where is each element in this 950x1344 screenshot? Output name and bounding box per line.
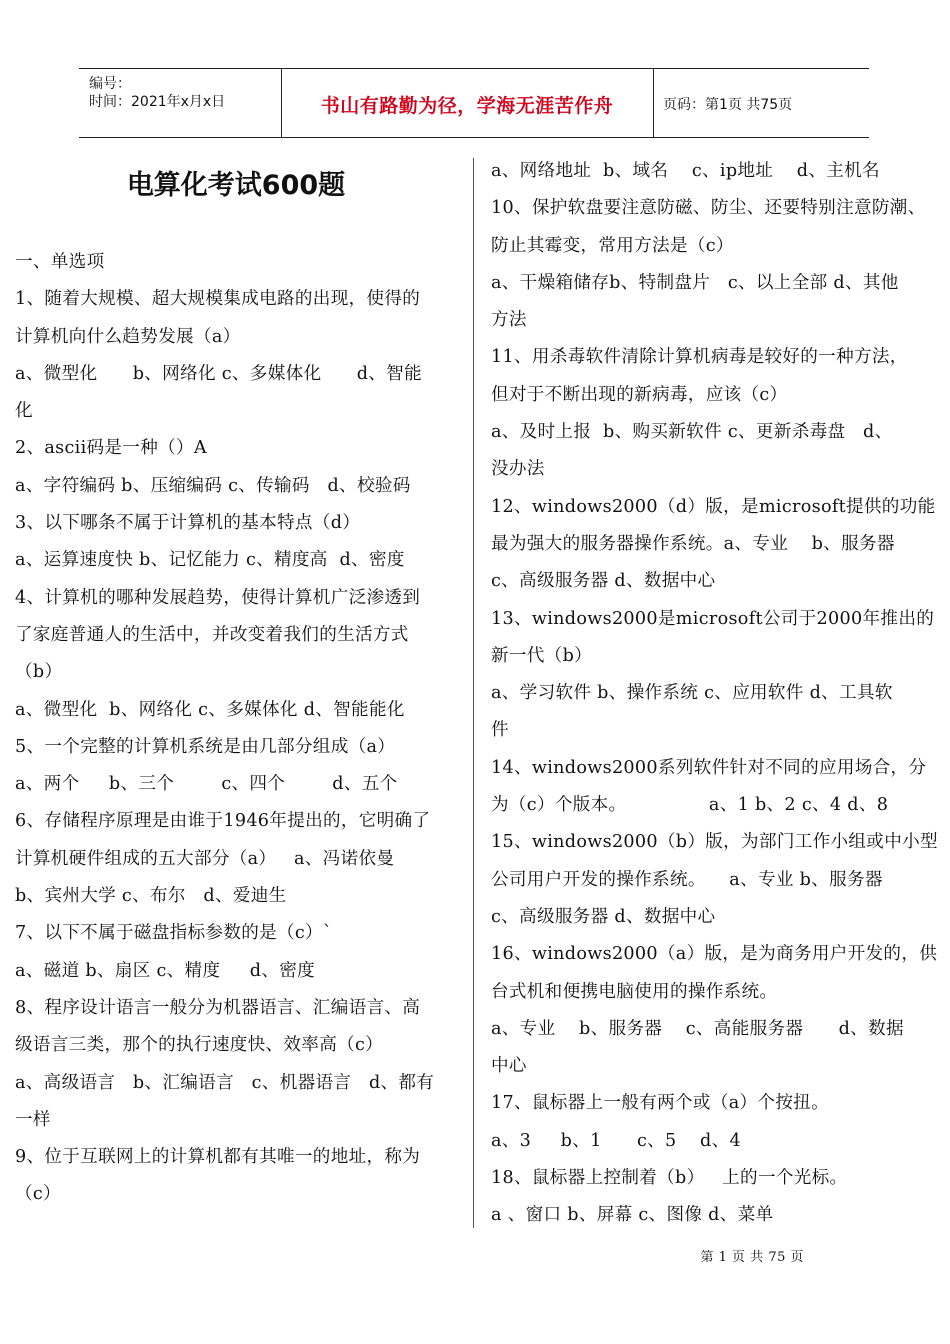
text-line: a、运算速度快 b、记忆能力 c、精度高 d、密度 [15, 550, 405, 571]
text-line: 4、计算机的哪种发展趋势，使得计算机广泛渗透到 [15, 587, 421, 608]
text-line: 了家庭普通人的生活中，并改变着我们的生活方式 [15, 624, 409, 645]
header-page-cell [653, 69, 869, 137]
text-line: 9、位于互联网上的计算机都有其唯一的地址，称为 [15, 1147, 421, 1168]
text-line: 方法 [491, 310, 527, 331]
text-line: 14、windows2000系列软件针对不同的应用场合，分 [491, 757, 927, 778]
text-line: a、高级语言 b、汇编语言 c、机器语言 d、都有 [15, 1072, 435, 1093]
text-line: 13、windows2000是microsoft公司于2000年推出的 [491, 608, 935, 629]
text-line: a、微型化 b、网络化 c、多媒体化 d、智能 [15, 363, 422, 384]
text-line: 10、保护软盘要注意防磁、防尘、还要特别注意防潮、 [491, 198, 926, 219]
text-line: 7、以下不属于磁盘指标参数的是（c）` [15, 923, 333, 944]
right-column [491, 153, 939, 1235]
text-line: a、两个 b、三个 c、四个 d、五个 [15, 774, 398, 795]
text-line: 新一代（b） [491, 645, 593, 666]
text-line: a、学习软件 b、操作系统 c、应用软件 d、工具软 [491, 683, 893, 704]
text-line: a 、窗口 b、屏幕 c、图像 d、菜单 [491, 1205, 774, 1226]
header-motto-cell [281, 69, 654, 137]
text-line: c、高级服务器 d、数据中心 [491, 571, 716, 592]
text-line: 计算机硬件组成的五大部分（a） a、冯诺依曼 [15, 848, 395, 869]
footer-page-number: 第 1 页 共 75 页 [700, 1250, 804, 1265]
text-line: 15、windows2000（b）版，为部门工作小组或中小型 [491, 832, 938, 853]
text-line: 3、以下哪条不属于计算机的基本特点（d） [15, 513, 361, 534]
text-line: 为（c）个版本。 a、1 b、2 c、4 d、8 [491, 795, 889, 816]
text-line: a、3 b、1 c、5 d、4 [491, 1130, 742, 1151]
column-divider [473, 158, 474, 1228]
text-line: 计算机向什么趋势发展（a） [15, 326, 241, 347]
text-line: a、网络地址 b、域名 c、ip地址 d、主机名 [491, 161, 880, 181]
text-line: 级语言三类，那个的执行速度快、效率高（c） [15, 1035, 384, 1056]
text-line: a、及时上报 b、购买新软件 c、更新杀毒盘 d、 [491, 422, 893, 443]
text-line: 6、存储程序原理是由谁于1946年提出的，它明确了 [15, 811, 431, 832]
text-line: 11、用杀毒软件清除计算机病毒是较好的一种方法， [491, 347, 908, 368]
text-line: 公司用户开发的操作系统。 a、专业 b、服务器 [491, 869, 883, 890]
text-line: 18、鼠标器上控制着（b） 上的一个光标。 [491, 1168, 848, 1189]
right-question-lines [491, 153, 939, 1235]
text-line: 但对于不断出现的新病毒，应该（c） [491, 384, 788, 405]
text-line: a、干燥箱储存b、特制盘片 c、以上全部 d、其他 [491, 272, 899, 293]
text-line: a、字符编码 b、压缩编码 c、传输码 d、校验码 [15, 475, 411, 496]
header-number-label: 编号： [89, 76, 131, 92]
text-line: 16、windows2000（a）版，是为商务用户开发的，供 [491, 944, 938, 965]
text-line: 防止其霉变，常用方法是（c） [491, 235, 734, 256]
text-line: a、磁道 b、扇区 c、精度 d、密度 [15, 960, 316, 981]
text-line: 2、ascii码是一种（）A [15, 438, 207, 459]
text-line: 一、单选项 [15, 252, 105, 272]
header-motto: 书山有路勤为径，学海无涯苦作舟 [320, 95, 614, 117]
text-line: 一样 [15, 1109, 51, 1130]
text-line: a、专业 b、服务器 c、高能服务器 d、数据 [491, 1018, 904, 1039]
header-page-code: 页码：第1页 共75页 [663, 97, 793, 113]
text-line: 5、一个完整的计算机系统是由几部分组成（a） [15, 736, 396, 757]
text-line: 没办法 [491, 459, 545, 480]
left-column [15, 150, 457, 1214]
text-line: 8、程序设计语言一般分为机器语言、汇编语言、高 [15, 997, 421, 1018]
text-line: 最为强大的服务器操作系统。a、专业 b、服务器 [491, 533, 895, 554]
document-title: 电算化考试600题 [126, 170, 346, 201]
text-line: （c） [15, 1184, 61, 1205]
header-info-cell [79, 69, 282, 137]
text-line: b、宾州大学 c、布尔 d、爱迪生 [15, 886, 287, 907]
header-date: 时间：2021年x月x日 [89, 94, 226, 110]
page-header [79, 68, 869, 138]
text-line: 化 [15, 401, 33, 422]
text-line: c、高级服务器 d、数据中心 [491, 906, 716, 927]
text-line: （b） [15, 662, 63, 683]
text-line: 件 [491, 720, 509, 741]
text-line: 台式机和便携电脑使用的操作系统。 [491, 981, 778, 1002]
left-question-lines [15, 244, 457, 1214]
text-line: 1、随着大规模、超大规模集成电路的出现，使得的 [15, 289, 421, 310]
text-line: 17、鼠标器上一般有两个或（a）个按扭。 [491, 1093, 829, 1114]
text-line: a、微型化 b、网络化 c、多媒体化 d、智能能化 [15, 699, 405, 720]
text-line: 中心 [491, 1056, 527, 1077]
text-line: 12、windows2000（d）版，是microsoft提供的功能 [491, 496, 936, 517]
